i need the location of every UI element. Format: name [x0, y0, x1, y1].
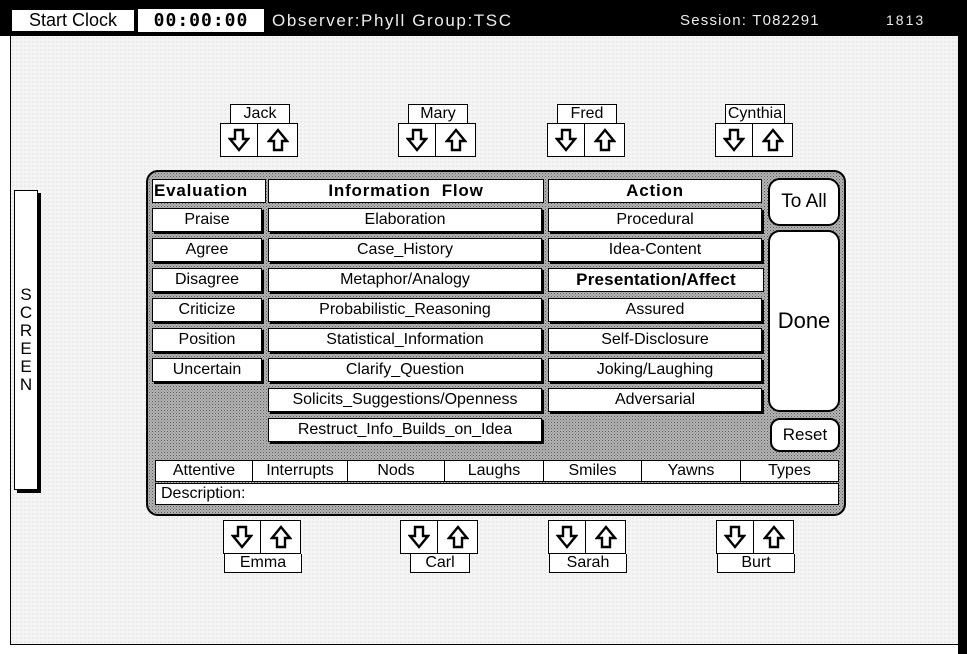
up-arrow-button[interactable] — [585, 123, 625, 157]
down-arrow-icon — [231, 525, 253, 549]
info-button-elaboration[interactable]: Elaboration — [268, 208, 542, 232]
info-button-solicits-suggestions[interactable]: Solicits_Suggestions/Openness — [268, 388, 542, 412]
observer-group-label: Observer:Phyll Group:TSC — [272, 11, 513, 30]
down-arrow-icon — [724, 525, 746, 549]
info-button-probabilistic-reasoning[interactable]: Probabilistic_Reasoning — [268, 298, 542, 322]
session-number: 1813 — [886, 12, 926, 28]
down-arrow-icon — [556, 525, 578, 549]
down-arrow-icon — [408, 525, 430, 549]
participant-name: Emma — [224, 554, 302, 573]
up-arrow-icon — [594, 128, 616, 152]
participant-name: Sarah — [549, 554, 627, 573]
up-arrow-button[interactable] — [438, 520, 478, 554]
up-arrow-icon — [270, 525, 292, 549]
behavior-yawns[interactable]: Yawns — [642, 461, 741, 481]
down-arrow-button[interactable] — [223, 520, 261, 554]
behavior-smiles[interactable]: Smiles — [544, 461, 642, 481]
behavior-types[interactable]: Types — [768, 462, 811, 479]
screen-tab-label: SCREEN — [19, 285, 33, 394]
down-arrow-button[interactable] — [547, 123, 585, 157]
behavior-nods[interactable]: Nods — [348, 461, 445, 481]
presentation-button-adversarial[interactable]: Adversarial — [548, 388, 762, 412]
action-button-procedural[interactable]: Procedural — [548, 208, 762, 232]
participant-mary — [398, 104, 478, 157]
participant-fred — [547, 104, 627, 157]
down-arrow-icon — [406, 128, 428, 152]
screen-tab[interactable] — [14, 190, 38, 490]
info-button-metaphor-analogy[interactable]: Metaphor/Analogy — [268, 268, 542, 292]
participant-burt — [716, 520, 796, 573]
up-arrow-button[interactable] — [258, 123, 298, 157]
presentation-button-assured[interactable]: Assured — [548, 298, 762, 322]
presentation-button-self-disclosure[interactable]: Self-Disclosure — [548, 328, 762, 352]
presentation-button-joking-laughing[interactable]: Joking/Laughing — [548, 358, 762, 382]
behavior-row — [155, 460, 839, 482]
up-arrow-button[interactable] — [753, 123, 793, 157]
up-arrow-icon — [267, 128, 289, 152]
info-button-case-history[interactable]: Case_History — [268, 238, 542, 262]
info-button-restruct-info[interactable]: Restruct_Info_Builds_on_Idea — [268, 418, 542, 442]
evaluation-button-position[interactable]: Position — [152, 328, 262, 352]
session-label: Session: T082291 — [680, 12, 820, 29]
evaluation-button-uncertain[interactable]: Uncertain — [152, 358, 262, 382]
down-arrow-button[interactable] — [548, 520, 586, 554]
evaluation-button-agree[interactable]: Agree — [152, 238, 262, 262]
down-arrow-button[interactable] — [400, 520, 438, 554]
description-field[interactable]: Description: — [155, 483, 839, 505]
start-clock-button[interactable]: Start Clock — [11, 9, 135, 32]
up-arrow-icon — [762, 128, 784, 152]
participant-name: Cynthia — [725, 104, 785, 123]
evaluation-button-praise[interactable]: Praise — [152, 208, 262, 232]
info-button-clarify-question[interactable]: Clarify_Question — [268, 358, 542, 382]
up-arrow-button[interactable] — [754, 520, 794, 554]
action-header: Action — [548, 179, 762, 203]
up-arrow-button[interactable] — [436, 123, 476, 157]
up-arrow-icon — [445, 128, 467, 152]
participant-sarah — [548, 520, 628, 573]
behavior-attentive[interactable]: Attentive — [156, 461, 253, 481]
up-arrow-icon — [447, 525, 469, 549]
behavior-laughs[interactable]: Laughs — [445, 461, 544, 481]
down-arrow-button[interactable] — [716, 520, 754, 554]
behavior-interrupts[interactable]: Interrupts — [253, 461, 348, 481]
information-flow-header: Information Flow — [268, 179, 544, 203]
down-arrow-icon — [555, 128, 577, 152]
participant-emma — [223, 520, 303, 573]
participant-name: Jack — [230, 104, 290, 123]
up-arrow-button[interactable] — [261, 520, 301, 554]
info-button-statistical-information[interactable]: Statistical_Information — [268, 328, 542, 352]
up-arrow-button[interactable] — [586, 520, 626, 554]
top-bar — [0, 0, 967, 36]
down-arrow-icon — [723, 128, 745, 152]
reset-button[interactable]: Reset — [770, 418, 840, 452]
participant-name: Mary — [408, 104, 468, 123]
up-arrow-icon — [595, 525, 617, 549]
down-arrow-button[interactable] — [220, 123, 258, 157]
clock-display: 00:00:00 — [138, 9, 264, 32]
down-arrow-button[interactable] — [398, 123, 436, 157]
presentation-affect-header: Presentation/Affect — [548, 268, 764, 292]
to-all-button[interactable]: To All — [768, 178, 840, 226]
evaluation-button-criticize[interactable]: Criticize — [152, 298, 262, 322]
participant-jack — [220, 104, 300, 157]
down-arrow-icon — [228, 128, 250, 152]
participant-name: Carl — [410, 554, 470, 573]
participant-name: Burt — [717, 554, 795, 573]
down-arrow-button[interactable] — [715, 123, 753, 157]
action-button-idea-content[interactable]: Idea-Content — [548, 238, 762, 262]
window-edge — [958, 36, 967, 654]
evaluation-header: Evaluation — [152, 179, 266, 203]
up-arrow-icon — [763, 525, 785, 549]
participant-carl — [400, 520, 480, 573]
coding-panel — [146, 170, 846, 516]
participant-cynthia — [715, 104, 795, 157]
done-button[interactable]: Done — [768, 230, 840, 412]
participant-name: Fred — [557, 104, 617, 123]
evaluation-button-disagree[interactable]: Disagree — [152, 268, 262, 292]
